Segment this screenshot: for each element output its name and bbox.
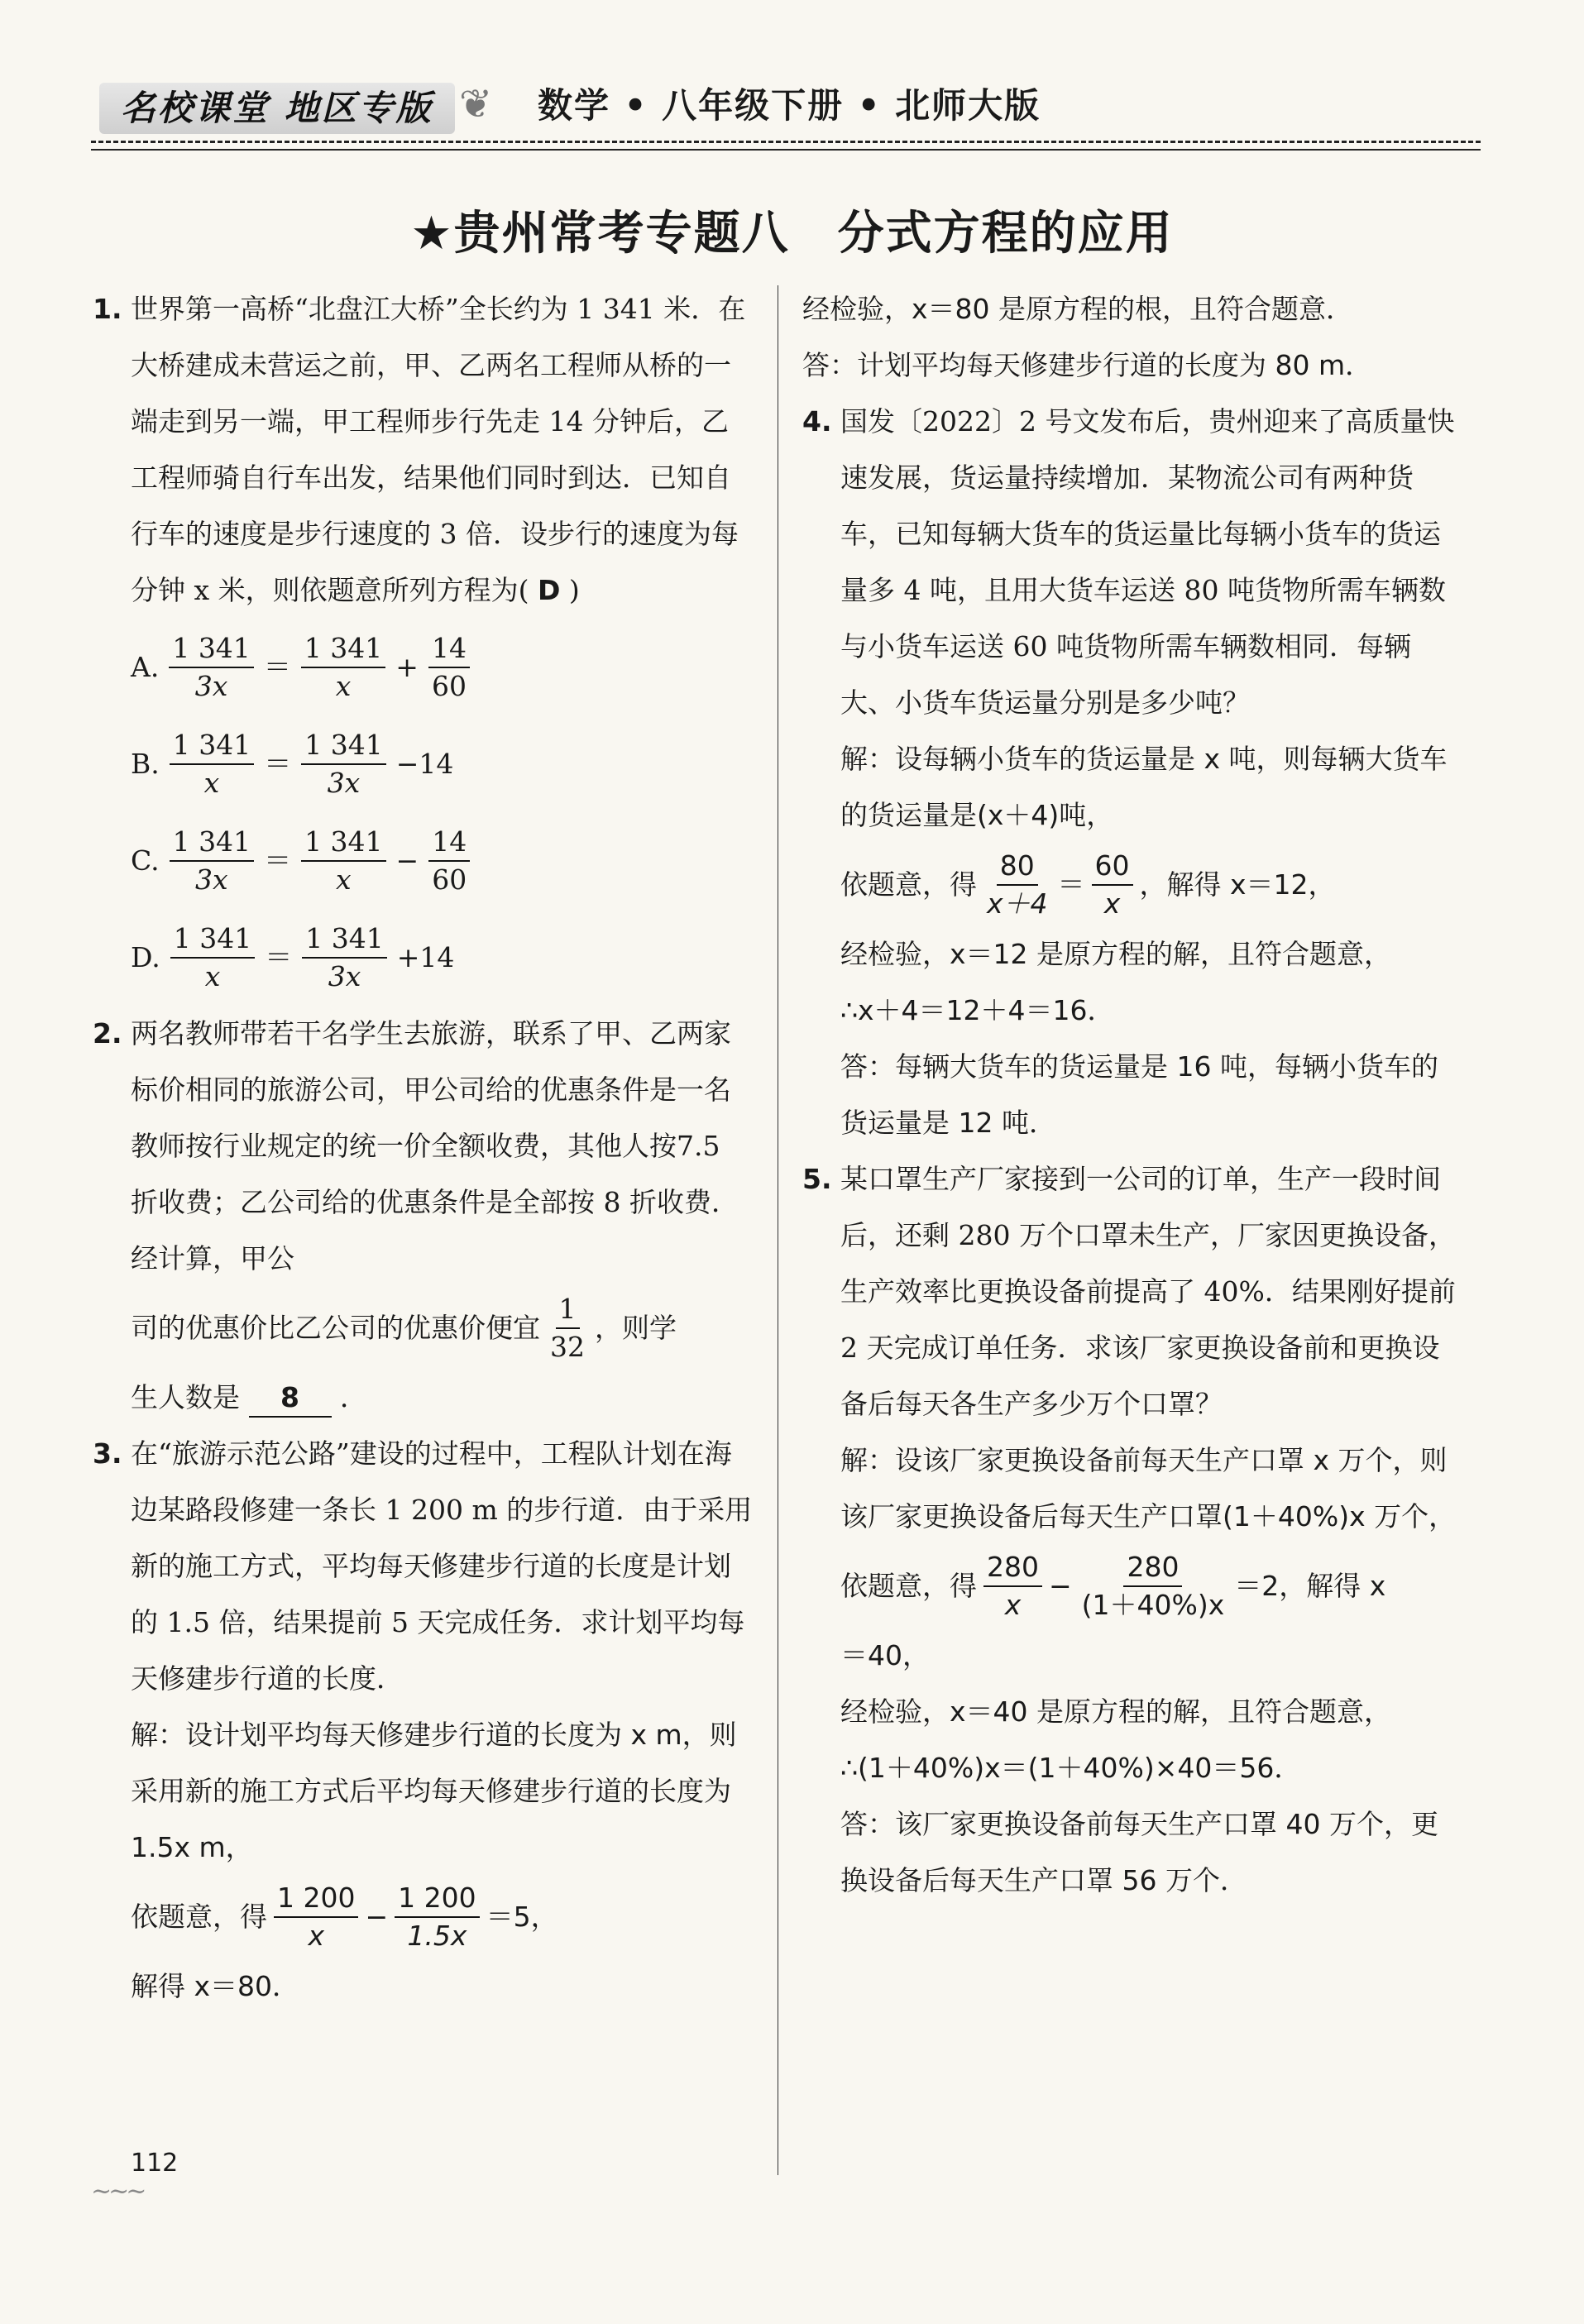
question-stem: 两名教师带若干名学生去旅游，联系了甲、乙两家标价相同的旅游公司，甲公司给的优惠条件是一名教师按行业规定的统一价全额收费，其他人按7.5 折收费；乙公司给的优惠条件是全部按 8 折收费．经计算，甲公 bbox=[131, 1017, 739, 1274]
solution-equation: 依题意，得 280 x − $\frac{280}{(1+40\%)x}$ ＝2，解得 x bbox=[840, 1545, 1464, 1628]
fraction: 1 341 3x bbox=[169, 630, 253, 705]
question-number: 4. bbox=[802, 405, 832, 438]
solution-result: 解得 x＝80． bbox=[131, 1970, 300, 2002]
solution-answer: 答：每辆大货车的货运量是 16 吨，每辆小货车的货运量是 12 吨． bbox=[840, 1050, 1438, 1139]
fraction: 1 341 3x bbox=[170, 824, 254, 898]
question-5 bbox=[802, 1151, 1464, 1909]
left-column bbox=[93, 281, 754, 2015]
fraction: 1 341 x bbox=[170, 727, 254, 801]
fraction: 1 32 bbox=[550, 1293, 585, 1363]
book-info: 数学 • 八年级下册 • 北师大版 bbox=[538, 85, 1041, 126]
question-1 bbox=[93, 281, 754, 1006]
q3-answer: 答：计划平均每天修建步行道的长度为 80 m． bbox=[802, 349, 1373, 381]
close-paren: ) bbox=[568, 574, 580, 606]
fraction: $\frac{280}{(1+40\%)x}$ bbox=[1081, 1551, 1225, 1621]
solution-equation: 依题意，得 1 200 x − $\frac{1 200}{1.5x}$ ＝5， bbox=[131, 1876, 754, 1958]
solution-intro: 解：设该厂家更换设备前每天生产口罩 x 万个，则该厂家更换设备后每天生产口罩(1＋40%)x 万个， bbox=[840, 1444, 1457, 1533]
q3-check: 经检验，x＝80 是原方程的根，且符合题意． bbox=[802, 293, 1354, 325]
question-2: 2. 两名教师带若干名学生去旅游，联系了甲、乙两家标价相同的旅游公司，甲公司给的优惠条件是一名教师按行业规定的统一价全额收费，其他人按7.5 折收费；乙公司给的优惠条件是全部按 8 折收费．经计算，甲公 司的优惠价比乙公司的优惠价便宜 1 32 ，则学 生人数是 8 ． bbox=[93, 1006, 754, 1426]
solution-therefore: ∴x＋4＝12＋4＝16． bbox=[840, 994, 1115, 1026]
fraction: 1 200 x bbox=[274, 1880, 358, 1954]
fraction: 1 341 3x bbox=[301, 727, 385, 801]
question-number: 5. bbox=[802, 1163, 832, 1195]
fraction: $\frac{14}{60}$ bbox=[428, 824, 470, 898]
fraction: 60 x bbox=[1092, 848, 1133, 922]
solution-check: 经检验，x＝12 是原方程的解，且符合题意， bbox=[840, 938, 1392, 970]
leaf-ornament-icon: ❦ bbox=[459, 81, 493, 127]
fraction: $\frac{1 200}{1.5x}$ bbox=[395, 1880, 479, 1954]
solution-equation: 依题意，得 80 x＋4 ＝ 60 x ，解得 x＝12， bbox=[840, 844, 1464, 926]
swirl-ornament-icon: ~~~ bbox=[91, 2177, 144, 2206]
question-stem: 国发〔2022〕2 号文发布后，贵州迎来了高质量快速发展，货运量持续增加．某物流公司有两种货车，已知每辆大货车的货运量比每辆小货车的货运量多 4 吨，且用大货车运送 80 吨货物所需车辆数与小货车运送 60 吨货物所需车辆数相同．每辆大、小货车货运量分别是多少吨？ bbox=[840, 405, 1455, 719]
solution-intro: 解：设每辆小货车的货运量是 x 吨，则每辆大货车的货运量是(x＋4)吨， bbox=[840, 743, 1448, 831]
solution-intro: 解：设计划平均每天修建步行道的长度为 x m，则采用新的施工方式后平均每天修建步行道的长度为 1.5x m， bbox=[131, 1719, 737, 1863]
page-number: 112 bbox=[131, 2149, 179, 2178]
fill-blank-answer: 8 bbox=[249, 1380, 332, 1418]
question-4 bbox=[802, 394, 1464, 1151]
question-number: 3. bbox=[93, 1437, 122, 1470]
fraction: 1 341 x bbox=[301, 630, 385, 705]
solution-check: 经检验，x＝40 是原方程的解，且符合题意， bbox=[840, 1695, 1392, 1728]
header-rule-solid bbox=[91, 149, 1481, 151]
option-c: C. 1 341 3x ＝ 1 341 x − $\frac{14}{60}$ bbox=[131, 812, 754, 909]
fraction: 1 341 x bbox=[170, 921, 255, 995]
right-column bbox=[802, 281, 1464, 1909]
question-number: 1. bbox=[93, 293, 122, 325]
fraction: 1 341 x bbox=[301, 824, 385, 898]
solution-value: ＝40， bbox=[840, 1639, 930, 1671]
choice-answer: D bbox=[537, 574, 561, 606]
solution-answer: 答：该厂家更换设备前每天生产口罩 40 万个，更换设备后每天生产口罩 56 万个． bbox=[840, 1808, 1438, 1896]
question-number: 2. bbox=[93, 1017, 122, 1050]
solution-therefore: ∴(1＋40%)x＝(1＋40%)×40＝56． bbox=[840, 1752, 1302, 1784]
option-b: B. 1 341 x ＝ 1 341 3x −14 bbox=[131, 715, 754, 812]
header-rule-dashed bbox=[91, 141, 1481, 143]
series-brand: 名校课堂 地区专版 bbox=[99, 83, 455, 134]
option-d: D. 1 341 x ＝ 1 341 3x +14 bbox=[131, 909, 754, 1006]
question-stem: 世界第一高桥“北盘江大桥”全长约为 1 341 米．在大桥建成未营运之前，甲、乙两名工程师从桥的一端走到另一端，甲工程师步行先走 14 分钟后，乙工程师骑自行车出发，结果他们同时到达．已知自行车的速度是步行速度的 3 倍．设步行的速度为每分钟 x 米，则依题意所列方程为( bbox=[131, 293, 746, 606]
question-stem: 某口罩生产厂家接到一公司的订单，生产一段时间后，还剩 280 万个口罩未生产，厂家因更换设备，生产效率比更换设备前提高了 40%．结果刚好提前 2 天完成订单任务．求该厂家更换设备前和更换设备后每天各生产多少万个口罩？ bbox=[840, 1163, 1456, 1420]
question-3 bbox=[93, 1426, 754, 2015]
fraction: 80 x＋4 bbox=[987, 849, 1048, 920]
fraction: 1 341 3x bbox=[302, 921, 386, 995]
question-stem: 在“旅游示范公路”建设的过程中，工程队计划在海边某路段修建一条长 1 200 m 的步行道．由于采用新的施工方式，平均每天修建步行道的长度是计划的 1.5 倍，结果提前 5 天完成任务．求计划平均每天修建步行道的长度． bbox=[131, 1437, 753, 1695]
option-a: A. 1 341 3x ＝ 1 341 x + $\frac{14}{60}$ bbox=[131, 619, 754, 715]
fraction: 280 x bbox=[983, 1549, 1042, 1623]
page-header bbox=[91, 76, 1481, 142]
page-title: ★贵州常考专题八 分式方程的应用 bbox=[410, 207, 1174, 261]
fraction: $\frac{14}{60}$ bbox=[428, 630, 470, 705]
